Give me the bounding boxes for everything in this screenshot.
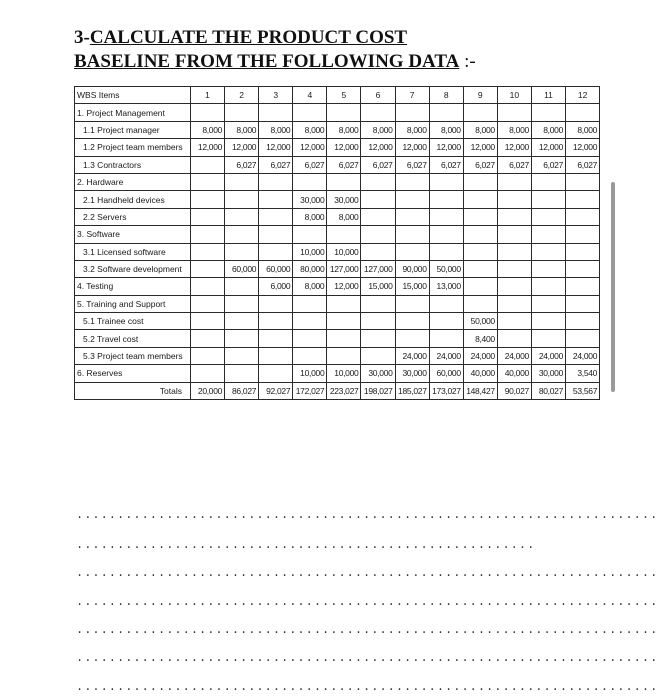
total-cell: 148,427: [463, 382, 497, 399]
cost-cell: 8,000: [293, 278, 327, 295]
cost-cell: [429, 313, 463, 330]
cost-cell: [463, 226, 497, 243]
answer-line[interactable]: .......................................................................: [76, 680, 658, 694]
row-label: 6. Reserves: [75, 365, 191, 382]
cost-cell: [497, 330, 531, 347]
cost-cell: [361, 347, 395, 364]
cost-cell: [225, 295, 259, 312]
cost-cell: [463, 243, 497, 260]
question-title: [74, 26, 594, 74]
cost-cell: [225, 330, 259, 347]
cost-cell: 12,000: [191, 139, 225, 156]
cost-cell: 6,027: [259, 156, 293, 173]
total-cell: 80,027: [531, 382, 565, 399]
cost-cell: 50,000: [429, 260, 463, 277]
cost-cell: [463, 295, 497, 312]
cost-cell: [327, 173, 361, 190]
cost-cell: [327, 313, 361, 330]
cost-cell: [497, 260, 531, 277]
row-label: 3.2 Software development: [75, 260, 191, 277]
row-label: 1.2 Project team members: [75, 139, 191, 156]
header-period: 4: [293, 87, 327, 104]
cost-cell: 50,000: [463, 313, 497, 330]
cost-cell: 24,000: [429, 347, 463, 364]
cost-cell: 12,000: [327, 139, 361, 156]
scrollbar[interactable]: [611, 182, 615, 392]
cost-cell: 6,027: [361, 156, 395, 173]
cost-cell: [395, 330, 429, 347]
answer-line[interactable]: .......................................................................: [76, 508, 658, 522]
cost-cell: [395, 208, 429, 225]
cost-cell: 8,000: [429, 121, 463, 138]
cost-cell: [429, 104, 463, 121]
cost-cell: 6,027: [225, 156, 259, 173]
cost-cell: [566, 226, 600, 243]
cost-cell: [497, 104, 531, 121]
cost-cell: [259, 295, 293, 312]
cost-cell: [566, 313, 600, 330]
cost-cell: [429, 330, 463, 347]
cost-cell: [361, 313, 395, 330]
header-period: 9: [463, 87, 497, 104]
cost-cell: [259, 330, 293, 347]
cost-cell: [191, 156, 225, 173]
cost-cell: 12,000: [395, 139, 429, 156]
table-row: [75, 139, 600, 156]
cost-cell: 12,000: [463, 139, 497, 156]
cost-cell: 60,000: [225, 260, 259, 277]
cost-cell: [293, 313, 327, 330]
cost-cell: 10,000: [327, 243, 361, 260]
cost-cell: [259, 243, 293, 260]
cost-cell: [463, 208, 497, 225]
cost-cell: [191, 173, 225, 190]
cost-cell: [395, 295, 429, 312]
cost-cell: 6,027: [429, 156, 463, 173]
cost-cell: [191, 313, 225, 330]
cost-cell: [191, 295, 225, 312]
cost-cell: 12,000: [429, 139, 463, 156]
row-label: 5.1 Trainee cost: [75, 313, 191, 330]
question-title-line-1: CALCULATE THE PRODUCT COST: [89, 27, 408, 48]
table-row: [75, 330, 600, 347]
table-row: [75, 313, 600, 330]
cost-cell: 12,000: [361, 139, 395, 156]
cost-cell: [531, 313, 565, 330]
cost-cell: 8,000: [293, 208, 327, 225]
answer-line[interactable]: ........................................................: [76, 538, 536, 552]
cost-cell: 30,000: [531, 365, 565, 382]
table-row: [75, 295, 600, 312]
total-cell: 198,027: [361, 382, 395, 399]
cost-cell: 60,000: [259, 260, 293, 277]
header-period: 2: [225, 87, 259, 104]
cost-cell: 6,027: [463, 156, 497, 173]
cost-cell: [463, 191, 497, 208]
cost-cell: [225, 278, 259, 295]
header-period: 3: [259, 87, 293, 104]
cost-cell: 24,000: [395, 347, 429, 364]
cost-cell: [293, 295, 327, 312]
cost-cell: 15,000: [395, 278, 429, 295]
header-period: 8: [429, 87, 463, 104]
cost-cell: 127,000: [361, 260, 395, 277]
totals-row: [75, 382, 600, 399]
cost-cell: 8,000: [361, 121, 395, 138]
cost-cell: 40,000: [463, 365, 497, 382]
header-period: 5: [327, 87, 361, 104]
cost-cell: [566, 104, 600, 121]
table-row: [75, 173, 600, 190]
table-row: [75, 243, 600, 260]
cost-cell: [225, 365, 259, 382]
table-row: [75, 191, 600, 208]
totals-label: Totals: [75, 382, 191, 399]
cost-cell: [429, 226, 463, 243]
cost-cell: [531, 226, 565, 243]
cost-cell: [191, 208, 225, 225]
cost-cell: [361, 104, 395, 121]
row-label: 5.3 Project team members: [75, 347, 191, 364]
cost-cell: 40,000: [497, 365, 531, 382]
cost-cell: [497, 313, 531, 330]
cost-cell: [463, 260, 497, 277]
cost-cell: [327, 295, 361, 312]
cost-cell: [429, 295, 463, 312]
cost-cell: [531, 278, 565, 295]
cost-cell: [531, 191, 565, 208]
row-label: 3. Software: [75, 226, 191, 243]
cost-cell: [293, 330, 327, 347]
cost-cell: [497, 191, 531, 208]
table-row: [75, 104, 600, 121]
cost-cell: 127,000: [327, 260, 361, 277]
cost-cell: [531, 208, 565, 225]
cost-cell: [429, 243, 463, 260]
table-row: [75, 156, 600, 173]
cost-cell: 80,000: [293, 260, 327, 277]
header-period: 7: [395, 87, 429, 104]
cost-cell: 6,027: [497, 156, 531, 173]
cost-cell: 30,000: [395, 365, 429, 382]
row-label: 2.1 Handheld devices: [75, 191, 191, 208]
cost-cell: [395, 104, 429, 121]
cost-cell: [566, 278, 600, 295]
cost-cell: [566, 191, 600, 208]
table-row: [75, 260, 600, 277]
question-number: 3-: [74, 27, 90, 48]
cost-cell: [191, 191, 225, 208]
cost-cell: 6,000: [259, 278, 293, 295]
cost-cell: 90,000: [395, 260, 429, 277]
cost-cell: 8,000: [327, 208, 361, 225]
cost-cell: [497, 208, 531, 225]
cost-cell: [566, 260, 600, 277]
row-label: 4. Testing: [75, 278, 191, 295]
row-label: 5. Training and Support: [75, 295, 191, 312]
cost-cell: [395, 313, 429, 330]
total-cell: 185,027: [395, 382, 429, 399]
cost-cell: [566, 243, 600, 260]
cost-cell: 8,000: [225, 121, 259, 138]
row-label: 1.3 Contractors: [75, 156, 191, 173]
cost-cell: [463, 104, 497, 121]
answer-line[interactable]: .......................................................................: [76, 595, 658, 609]
cost-cell: [225, 208, 259, 225]
cost-cell: [259, 208, 293, 225]
cost-cell: 8,000: [259, 121, 293, 138]
cost-cell: [395, 226, 429, 243]
table-row: [75, 365, 600, 382]
cost-cell: 15,000: [361, 278, 395, 295]
cost-cell: [497, 226, 531, 243]
header-period: 1: [191, 87, 225, 104]
header-period: 11: [531, 87, 565, 104]
cost-cell: [327, 347, 361, 364]
cost-cell: 8,000: [327, 121, 361, 138]
cost-cell: 10,000: [327, 365, 361, 382]
cost-cell: [191, 365, 225, 382]
cost-cell: 8,000: [497, 121, 531, 138]
cost-cell: [531, 330, 565, 347]
total-cell: 172,027: [293, 382, 327, 399]
cost-cell: [191, 104, 225, 121]
cost-cell: 60,000: [429, 365, 463, 382]
cost-cell: [191, 260, 225, 277]
cost-cell: [191, 226, 225, 243]
cost-cell: [191, 347, 225, 364]
cost-cell: [361, 226, 395, 243]
cost-cell: 13,000: [429, 278, 463, 295]
question-title-suffix: :-: [459, 51, 476, 72]
cost-cell: [395, 243, 429, 260]
cost-cell: 12,000: [225, 139, 259, 156]
table-row: [75, 347, 600, 364]
cost-cell: [327, 226, 361, 243]
answer-line[interactable]: .......................................................................: [76, 651, 658, 665]
cost-cell: [225, 347, 259, 364]
cost-cell: [327, 330, 361, 347]
cost-cell: [191, 243, 225, 260]
cost-cell: 12,000: [293, 139, 327, 156]
cost-cell: [293, 104, 327, 121]
table-row: [75, 226, 600, 243]
cost-cell: [395, 173, 429, 190]
table-header-row: [75, 87, 600, 104]
cost-cell: [225, 104, 259, 121]
cost-cell: [531, 295, 565, 312]
total-cell: 53,567: [566, 382, 600, 399]
cost-cell: [463, 278, 497, 295]
header-period: 10: [497, 87, 531, 104]
total-cell: 20,000: [191, 382, 225, 399]
header-period: 6: [361, 87, 395, 104]
total-cell: 173,027: [429, 382, 463, 399]
row-label: 1. Project Management: [75, 104, 191, 121]
cost-cell: 30,000: [293, 191, 327, 208]
cost-cell: [259, 313, 293, 330]
cost-cell: [259, 173, 293, 190]
cost-cell: [531, 243, 565, 260]
table-row: [75, 278, 600, 295]
wbs-cost-table: [74, 86, 600, 400]
cost-cell: 10,000: [293, 243, 327, 260]
total-cell: 92,027: [259, 382, 293, 399]
cost-cell: [566, 330, 600, 347]
cost-cell: 12,000: [327, 278, 361, 295]
cost-cell: [225, 226, 259, 243]
cost-cell: [566, 208, 600, 225]
cost-cell: [361, 295, 395, 312]
cost-cell: 8,400: [463, 330, 497, 347]
cost-cell: [361, 243, 395, 260]
cost-cell: 6,027: [293, 156, 327, 173]
cost-cell: 8,000: [293, 121, 327, 138]
cost-cell: 8,000: [395, 121, 429, 138]
cost-cell: [497, 173, 531, 190]
row-label: 5.2 Travel cost: [75, 330, 191, 347]
header-period: 12: [566, 87, 600, 104]
cost-cell: 12,000: [531, 139, 565, 156]
cost-cell: [531, 173, 565, 190]
cost-cell: [429, 191, 463, 208]
cost-cell: [463, 173, 497, 190]
total-cell: 90,027: [497, 382, 531, 399]
cost-cell: 12,000: [259, 139, 293, 156]
wbs-cost-table-container: [74, 86, 600, 400]
cost-cell: [395, 191, 429, 208]
cost-cell: 30,000: [327, 191, 361, 208]
cost-cell: [293, 226, 327, 243]
cost-cell: [259, 191, 293, 208]
cost-cell: [361, 191, 395, 208]
cost-cell: 12,000: [566, 139, 600, 156]
question-title-line-2: BASELINE FROM THE FOLLOWING DATA: [74, 51, 460, 72]
cost-cell: [566, 295, 600, 312]
cost-cell: 10,000: [293, 365, 327, 382]
cost-cell: [259, 365, 293, 382]
cost-cell: 8,000: [463, 121, 497, 138]
total-cell: 223,027: [327, 382, 361, 399]
table-row: [75, 208, 600, 225]
cost-cell: [293, 173, 327, 190]
cost-cell: [531, 260, 565, 277]
header-wbs-items: WBS Items: [75, 87, 191, 104]
row-label: 2.2 Servers: [75, 208, 191, 225]
cost-cell: 8,000: [191, 121, 225, 138]
table-row: [75, 121, 600, 138]
cost-cell: [191, 278, 225, 295]
cost-cell: 8,000: [531, 121, 565, 138]
cost-cell: [225, 191, 259, 208]
cost-cell: [361, 330, 395, 347]
cost-cell: 6,027: [531, 156, 565, 173]
cost-cell: [566, 173, 600, 190]
cost-cell: 24,000: [463, 347, 497, 364]
total-cell: 86,027: [225, 382, 259, 399]
cost-cell: [361, 173, 395, 190]
answer-line[interactable]: .......................................................................: [76, 623, 658, 637]
answer-line[interactable]: .......................................................................: [76, 566, 658, 580]
cost-cell: [429, 173, 463, 190]
cost-cell: 12,000: [497, 139, 531, 156]
row-label: 1.1 Project manager: [75, 121, 191, 138]
cost-cell: [259, 226, 293, 243]
cost-cell: 8,000: [566, 121, 600, 138]
cost-cell: 6,027: [395, 156, 429, 173]
cost-cell: [429, 208, 463, 225]
cost-cell: [327, 104, 361, 121]
cost-cell: [497, 243, 531, 260]
cost-cell: [293, 347, 327, 364]
cost-cell: 24,000: [566, 347, 600, 364]
row-label: 2. Hardware: [75, 173, 191, 190]
cost-cell: [225, 313, 259, 330]
table-body: [75, 104, 600, 400]
cost-cell: [259, 104, 293, 121]
cost-cell: 24,000: [531, 347, 565, 364]
cost-cell: 3,540: [566, 365, 600, 382]
cost-cell: [259, 347, 293, 364]
cost-cell: 24,000: [497, 347, 531, 364]
cost-cell: [497, 278, 531, 295]
cost-cell: [497, 295, 531, 312]
cost-cell: 6,027: [327, 156, 361, 173]
cost-cell: [531, 104, 565, 121]
cost-cell: [361, 208, 395, 225]
cost-cell: [225, 243, 259, 260]
row-label: 3.1 Licensed software: [75, 243, 191, 260]
cost-cell: 30,000: [361, 365, 395, 382]
cost-cell: [225, 173, 259, 190]
cost-cell: 6,027: [566, 156, 600, 173]
cost-cell: [191, 330, 225, 347]
